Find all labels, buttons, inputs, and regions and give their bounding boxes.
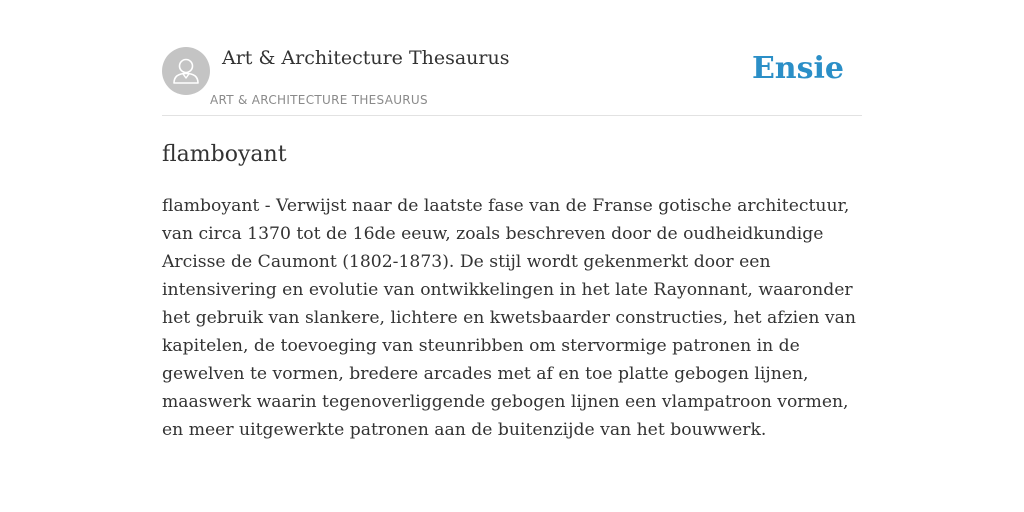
entry-definition: flamboyant - Verwijst naar de laatste fase van de Franse gotische architectuur, van circa 1370 tot de 16de eeuw, zoals beschreven door de oudheidkundige Arcisse de Caumont (1802-1873). De stijl wordt gekenmerkt door een intensivering en evolutie van ontwikkelingen in het late Rayonnant, waaronder het gebruik van slankere, lichtere en kwetsbaarder constructies, het afzien van kapitelen, de toevoeging van steunribben om stervormige patronen in de gewelven te vormen, bredere arcades met af en toe platte gebogen lijnen, maaswerk waarin tegenoverliggende gebogen lijnen een vlampatroon vormen, en meer uitgewerkte patronen aan de buitenzijde van het bouwwerk. — [162, 196, 856, 440]
user-silhouette-icon — [162, 47, 210, 95]
ensie-logo[interactable]: Ensie — [751, 51, 844, 86]
author-avatar[interactable] — [162, 47, 210, 95]
author-subtitle[interactable]: ART & ARCHITECTURE THESAURUS — [210, 93, 428, 107]
entry-card — [162, 46, 862, 444]
entry-title: flamboyant — [162, 142, 287, 167]
entry-header — [162, 46, 862, 116]
author-name[interactable]: Art & Architecture Thesaurus — [222, 47, 510, 69]
